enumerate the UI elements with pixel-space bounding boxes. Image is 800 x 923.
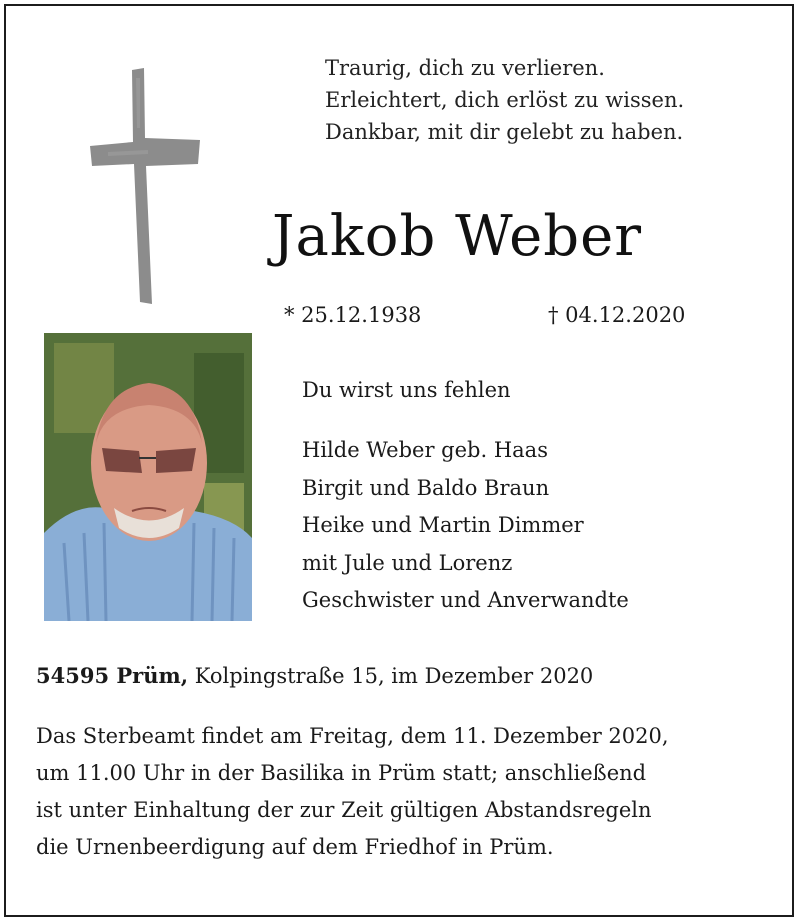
deceased-name: Jakob Weber — [272, 204, 643, 269]
poem-line: Erleichtert, dich erlöst zu wissen. — [325, 88, 685, 112]
address-rest: Kolpingstraße 15, im Dezember 2020 — [188, 664, 594, 688]
postal-city: 54595 Prüm, — [36, 663, 189, 688]
poem-line: Dankbar, mit dir gelebt zu haben. — [325, 120, 684, 144]
notice-line: um 11.00 Uhr in der Basilika in Prüm statt; anschließend — [36, 761, 647, 785]
cross-icon — [88, 68, 206, 306]
mourner-name: Hilde Weber geb. Haas — [302, 438, 548, 462]
mourner-name: Heike und Martin Dimmer — [302, 513, 584, 537]
notice-line: die Urnenbeerdigung auf dem Friedhof in Prüm. — [36, 835, 554, 859]
mourner-name: Geschwister und Anverwandte — [302, 588, 629, 612]
mourner-name: mit Jule und Lorenz — [302, 550, 513, 575]
notice-line: ist unter Einhaltung der zur Zeit gültigen Abstandsregeln — [36, 798, 652, 822]
death-date: † 04.12.2020 — [548, 303, 686, 327]
poem-line: Traurig, dich zu verlieren. — [325, 56, 605, 80]
funeral-notice — [36, 718, 776, 866]
poem — [325, 52, 684, 148]
birth-date: * 25.12.1938 — [284, 303, 422, 327]
notice-line: Das Sterbeamt findet am Freitag, dem 11. Dezember 2020, — [36, 724, 669, 748]
mourning-heading: Du wirst uns fehlen — [302, 378, 511, 402]
mourners-list — [302, 432, 629, 620]
portrait-photo — [44, 333, 252, 621]
mourner-name: Birgit und Baldo Braun — [302, 475, 550, 500]
address-line — [36, 659, 593, 693]
